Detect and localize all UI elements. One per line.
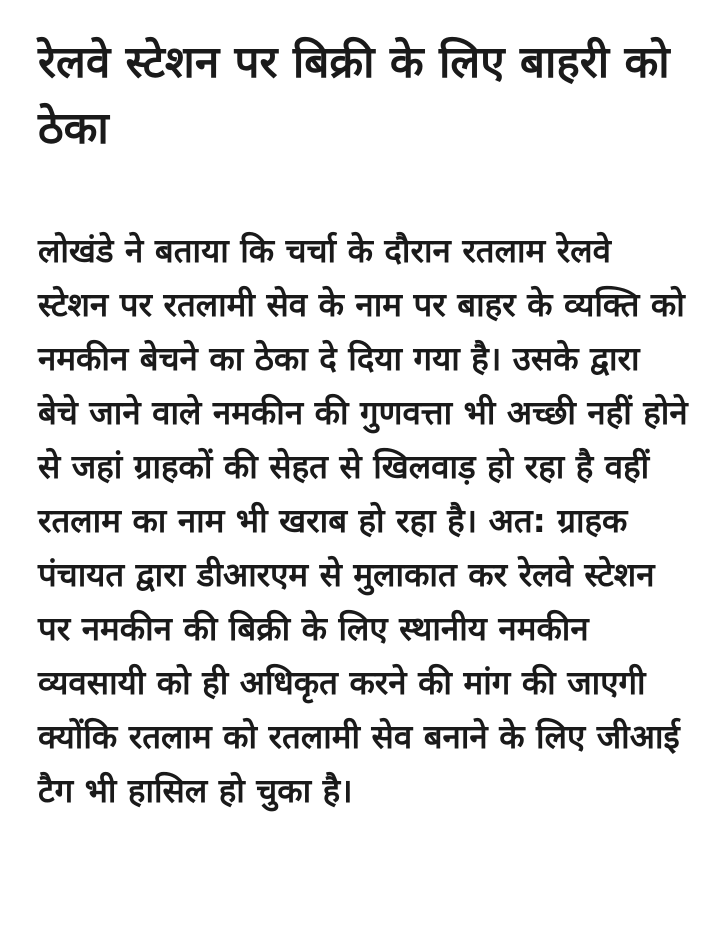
article-headline: रेलवे स्टेशन पर बिक्री के लिए बाहरी को ठेका bbox=[38, 37, 670, 154]
article-body: लोखंडे ने बताया कि चर्चा के दौरान रतलाम रेलवे स्टेशन पर रतलामी सेव के नाम पर बाहर के व्यक्ति को नमकीन बेचने का ठेका दे दिया गया है। उसके द्वारा बेचे जाने वाले नमकीन की गुणवत्ता भी अच्छी नहीं होने से जहां ग्राहकों की सेहत से खिलवाड़ हो रहा है वहीं रतलाम का नाम भी खराब हो रहा है। अत: ग्राहक पंचायत द्वारा डीआरएम से मुलाकात कर रेलवे स्टेशन पर नमकीन की बिक्री के लिए स्थानीय नमकीन व्यवसायी को ही अधिकृत करने की मांग की जाएगी क्योंकि रतलाम को रतलामी सेव बनाने के लिए जीआई टैग भी हासिल हो चुका है। bbox=[38, 231, 688, 810]
news-article bbox=[38, 30, 688, 818]
